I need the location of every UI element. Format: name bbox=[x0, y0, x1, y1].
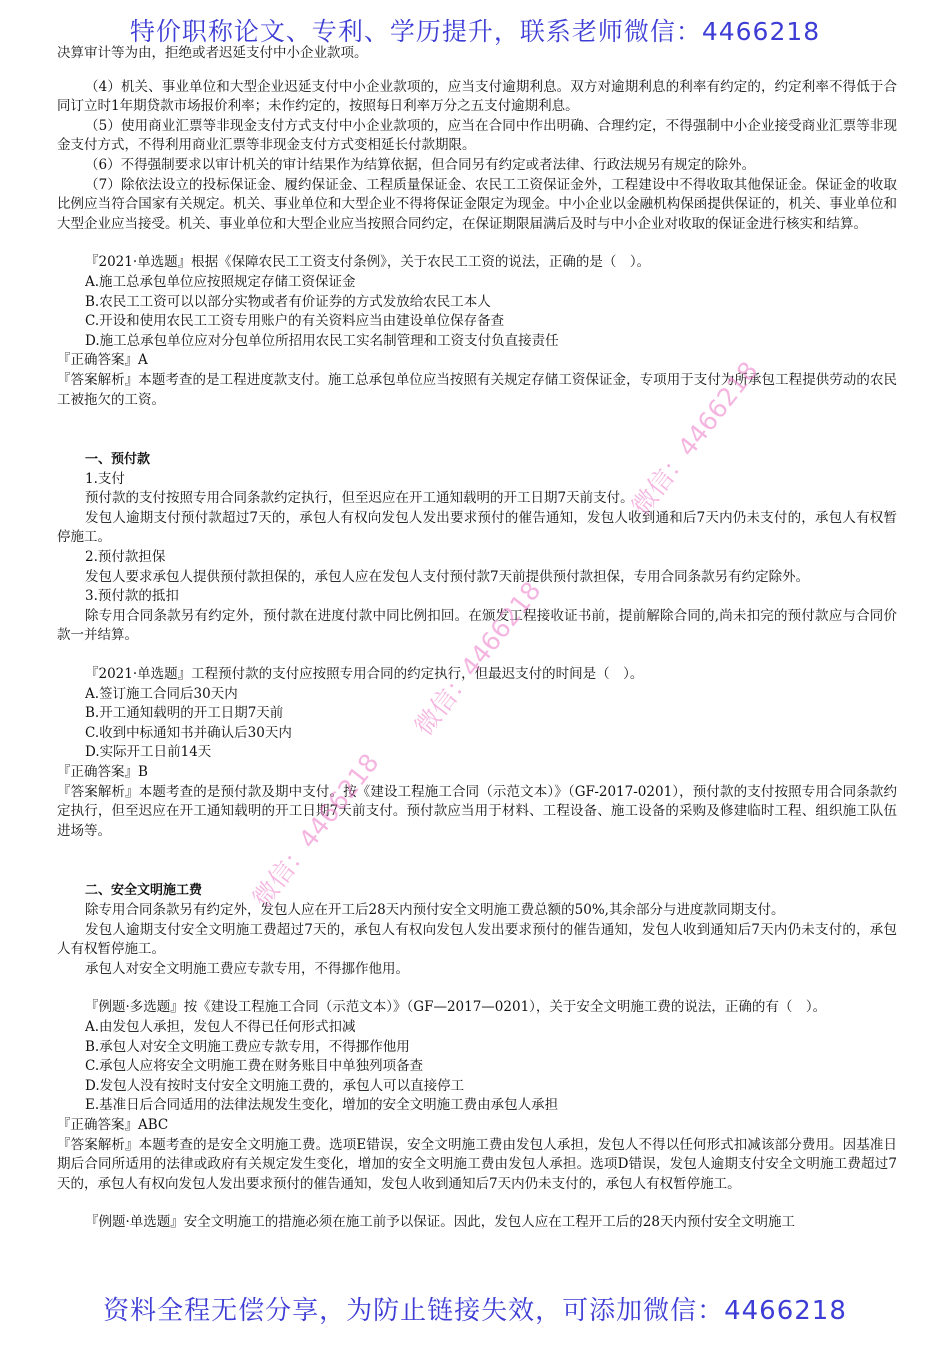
watermark: 微信：4466218 bbox=[408, 576, 547, 741]
correct-answer: 『正确答案』A bbox=[57, 352, 148, 369]
question-block bbox=[57, 665, 897, 841]
section-prepayment bbox=[57, 450, 897, 646]
correct-answer: 『正确答案』B bbox=[57, 764, 148, 780]
option: D.发包人没有按时支付安全文明施工费的，承包人可以直接停工 bbox=[85, 1077, 465, 1094]
question-stem: 『2021·单选题』根据《保障农民工工资支付条例》，关于农民工工资的说法，正确的是（ ）。 bbox=[85, 254, 651, 271]
header-banner: 特价职称论文、专利、学历提升，联系老师微信：4466218 bbox=[129, 17, 821, 46]
sub-heading: 1.支付 bbox=[85, 470, 125, 487]
option: B.开工通知载明的开工日期7天前 bbox=[85, 705, 284, 722]
section-safety-fee bbox=[57, 881, 897, 979]
sub-heading: 2.预付款担保 bbox=[85, 549, 166, 566]
watermark: 微信：4466218 bbox=[246, 748, 385, 913]
option: A.签订施工合同后30天内 bbox=[85, 685, 238, 702]
paragraph: 除专用合同条款另有约定外，发包人应在开工后28天内预付安全文明施工费总额的50%,其余部分与进度款同期支付。 bbox=[85, 901, 785, 918]
option: B.农民工工资可以以部分实物或者有价证券的方式发放给农民工本人 bbox=[85, 293, 491, 310]
paragraph: （5）使用商业汇票等非现金支付方式支付中小企业款项的，应当在合同中作出明确、合理约定，不得强制中小企业接受商业汇票等非现金支付方式，不得利用商业汇票等非现金支付方式变相延长付款期限。 bbox=[57, 117, 897, 154]
paragraph: 发包人逾期支付安全文明施工费超过7天的，承包人有权向发包人发出要求预付的催告通知，发包人收到通知后7天内仍未支付的，承包人有权暂停施工。 bbox=[57, 921, 897, 958]
option: E.基准日后合同适用的法律法规发生变化，增加的安全文明施工费由承包人承担 bbox=[85, 1097, 559, 1114]
section-heading: 二、安全文明施工费 bbox=[85, 883, 203, 899]
watermark: 微信：4466218 bbox=[625, 356, 764, 521]
paragraph: 预付款的支付按照专用合同条款约定执行，但至迟应在开工通知载明的开工日期7天前支付。 bbox=[85, 490, 634, 507]
question-block bbox=[57, 998, 897, 1194]
sub-heading: 3.预付款的抵扣 bbox=[85, 588, 179, 605]
paragraph: 承包人对安全文明施工费应专款专用，不得挪作他用。 bbox=[85, 960, 409, 977]
paragraph: 除专用合同条款另有约定外，预付款在进度付款中同比例扣回。在颁发工程接收证书前，提前解除合同的,尚未扣完的预付款应与合同价款一并结算。 bbox=[57, 607, 897, 644]
option: B.承包人对安全文明施工费应专款专用，不得挪作他用 bbox=[85, 1038, 410, 1055]
footer-banner: 资料全程无偿分享，为防止链接失效，可添加微信：4466218 bbox=[103, 1296, 847, 1326]
option: C.承包人应将安全文明施工费在财务账目中单独列项备查 bbox=[85, 1058, 424, 1075]
correct-answer: 『正确答案』ABC bbox=[57, 1116, 169, 1133]
option: A.由发包人承担，发包人不得已任何形式扣减 bbox=[85, 1018, 356, 1035]
paragraph: 发包人要求承包人提供预付款担保的，承包人应在发包人支付预付款7天前提供预付款担保，专用合同条款另有约定除外。 bbox=[85, 568, 810, 585]
paragraph: （7）除依法设立的投标保证金、履约保证金、工程质量保证金、农民工工资保证金外，工程建设中不得收取其他保证金。保证金的收取比例应当符合国家有关规定。机关、事业单位和大型企业不得将保证金限定为现金。中小企业以金融机构保函提供保证的，机关、事业单位和大型企业应当接受。机关、事业单位和大型企业应当按照合同约定，在保证期限届满后及时与中小企业对收取的保证金进行核实和结算。 bbox=[57, 176, 897, 232]
answer-analysis: 『答案解析』本题考查的是安全文明施工费。选项E错误，安全文明施工费由发包人承担，发包人不得以任何形式扣减该部分费用。因基准日期后合同所适用的法律或政府有关规定发生变化，增加的安全文明施工费由发包人承担。选项D错误，发包人逾期支付安全文明施工费超过7天的，承包人有权向发包人发出要求预付的催告通知，发包人收到通知后7天内仍未支付的，承包人有权暂停施工。 bbox=[57, 1136, 897, 1192]
answer-analysis: 『答案解析』本题考查的是预付款及期中支付。按《建设工程施工合同（示范文本）》（GF-2017-0201），预付款的支付按照专用合同条款约定执行，但至迟应在开工通知载明的开工日期7天前支付。预付款应当用于材料、工程设备、施工设备的采购及修建临时工程、组织施工队伍进场等。 bbox=[57, 783, 897, 839]
paragraph: 发包人逾期支付预付款超过7天的，承包人有权向发包人发出要求预付的催告通知，发包人收到通和后7天内仍未支付的，承包人有权暂停施工。 bbox=[57, 509, 897, 546]
question-block bbox=[57, 253, 897, 410]
option: D.实际开工日前14天 bbox=[85, 744, 212, 761]
option: A.施工总承包单位应按照规定存储工资保证金 bbox=[85, 273, 356, 290]
paragraph: 决算审计等为由，拒绝或者迟延支付中小企业款项。 bbox=[57, 45, 368, 61]
paragraph: （4）机关、事业单位和大型企业迟延支付中小企业款项的，应当支付逾期利息。双方对逾期利息的利率有约定的，约定利率不得低于合同订立时1年期贷款市场报价利率；未作约定的，按照每日利率万分之五支付逾期利息。 bbox=[57, 78, 897, 115]
option: D.施工总承包单位应对分包单位所招用农民工实名制管理和工资支付负直接责任 bbox=[85, 332, 559, 349]
paragraph: （6）不得强制要求以审计机关的审计结果作为结算依据，但合同另有约定或者法律、行政法规另有规定的除外。 bbox=[85, 156, 756, 173]
option: C.开设和使用农民工工资专用账户的有关资料应当由建设单位保存备查 bbox=[85, 313, 505, 330]
section-heading: 一、预付款 bbox=[85, 452, 151, 468]
question-stem: 『例题·多选题』按《建设工程施工合同（示范文本）》（GF—2017—0201），关于安全文明施工费的说法，正确的有（ ）。 bbox=[85, 999, 827, 1016]
question-stem: 『例题·单选题』安全文明施工的措施必须在施工前予以保证。因此，发包人应在工程开工后的28天内预付安全文明施工 bbox=[85, 1214, 795, 1231]
answer-analysis: 『答案解析』本题考查的是工程进度款支付。施工总承包单位应当按照有关规定存储工资保证金，专项用于支付为所承包工程提供劳动的农民工被拖欠的工资。 bbox=[57, 371, 897, 408]
option: C.收到中标通知书并确认后30天内 bbox=[85, 724, 292, 741]
question-stem: 『2021·单选题』工程预付款的支付应按照专用合同的约定执行，但最迟支付的时间是（ ）。 bbox=[85, 666, 644, 683]
